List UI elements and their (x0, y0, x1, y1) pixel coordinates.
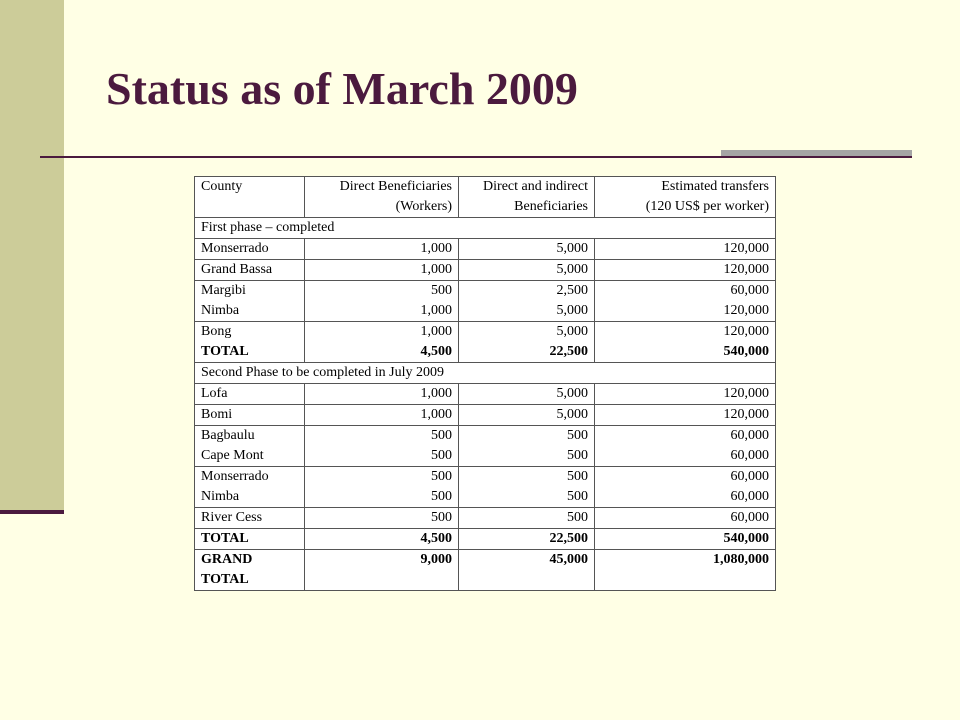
cell-transfers: 120,000 (595, 301, 776, 322)
cell-total-direct: 4,500 (305, 342, 459, 363)
section-label: Second Phase to be completed in July 2009 (195, 363, 776, 384)
cell-total-label: TOTAL (195, 342, 305, 363)
total-row (195, 342, 776, 363)
grand-total-transfers: 1,080,000 (595, 550, 776, 571)
cell-transfers: 60,000 (595, 281, 776, 302)
cell-direct: 1,000 (305, 260, 459, 281)
header-transfers-line1: Estimated transfers (595, 177, 776, 198)
cell-total-transfers: 540,000 (595, 342, 776, 363)
grand-total-indirect: 45,000 (459, 550, 595, 571)
grand-total-row (195, 550, 776, 571)
cell-county: Grand Bassa (195, 260, 305, 281)
cell-indirect: 5,000 (459, 239, 595, 260)
cell-direct: 1,000 (305, 301, 459, 322)
sidebar-bar (0, 0, 64, 512)
status-table-container (194, 176, 776, 591)
cell-indirect: 500 (459, 446, 595, 467)
table-row (195, 260, 776, 281)
cell-county: Bomi (195, 405, 305, 426)
section-row (195, 363, 776, 384)
sidebar-base-line (0, 510, 64, 514)
grand-total-label-2: TOTAL (195, 570, 305, 591)
cell-indirect: 5,000 (459, 384, 595, 405)
cell-direct: 500 (305, 426, 459, 447)
cell-total-indirect: 22,500 (459, 342, 595, 363)
cell-direct: 500 (305, 508, 459, 529)
grand-total-blank (595, 570, 776, 591)
cell-direct: 1,000 (305, 239, 459, 260)
cell-transfers: 120,000 (595, 384, 776, 405)
header-direct-line1: Direct Beneficiaries (305, 177, 459, 198)
cell-indirect: 5,000 (459, 322, 595, 343)
table-header-row (195, 177, 776, 198)
status-table (194, 176, 776, 591)
cell-county: Bong (195, 322, 305, 343)
grand-total-label-1: GRAND (195, 550, 305, 571)
cell-direct: 500 (305, 281, 459, 302)
cell-total-indirect: 22,500 (459, 529, 595, 550)
table-row (195, 508, 776, 529)
table-row (195, 487, 776, 508)
cell-county: River Cess (195, 508, 305, 529)
cell-indirect: 5,000 (459, 405, 595, 426)
total-row (195, 529, 776, 550)
cell-direct: 500 (305, 487, 459, 508)
table-row (195, 239, 776, 260)
cell-indirect: 5,000 (459, 260, 595, 281)
table-row (195, 446, 776, 467)
grand-total-row-2 (195, 570, 776, 591)
table-row (195, 426, 776, 447)
title-rule (40, 156, 912, 158)
cell-transfers: 120,000 (595, 260, 776, 281)
cell-indirect: 500 (459, 487, 595, 508)
grand-total-blank (459, 570, 595, 591)
cell-transfers: 60,000 (595, 508, 776, 529)
header-indirect-line1: Direct and indirect (459, 177, 595, 198)
grand-total-blank (305, 570, 459, 591)
cell-indirect: 500 (459, 426, 595, 447)
table-row (195, 281, 776, 302)
section-row (195, 218, 776, 239)
cell-transfers: 120,000 (595, 239, 776, 260)
cell-indirect: 5,000 (459, 301, 595, 322)
table-row (195, 405, 776, 426)
cell-county: Nimba (195, 487, 305, 508)
header-direct-line2: (Workers) (305, 197, 459, 218)
grand-total-direct: 9,000 (305, 550, 459, 571)
cell-direct: 1,000 (305, 322, 459, 343)
cell-county: Nimba (195, 301, 305, 322)
header-transfers-line2: (120 US$ per worker) (595, 197, 776, 218)
cell-direct: 500 (305, 446, 459, 467)
cell-indirect: 2,500 (459, 281, 595, 302)
cell-transfers: 60,000 (595, 446, 776, 467)
table-header-row-2 (195, 197, 776, 218)
table-row (195, 301, 776, 322)
cell-transfers: 60,000 (595, 467, 776, 488)
cell-total-label: TOTAL (195, 529, 305, 550)
cell-county: Monserrado (195, 239, 305, 260)
cell-county: Lofa (195, 384, 305, 405)
cell-indirect: 500 (459, 467, 595, 488)
cell-direct: 1,000 (305, 405, 459, 426)
table-row (195, 384, 776, 405)
cell-total-transfers: 540,000 (595, 529, 776, 550)
slide-title: Status as of March 2009 (106, 63, 578, 114)
cell-county: Margibi (195, 281, 305, 302)
cell-county: Monserrado (195, 467, 305, 488)
cell-indirect: 500 (459, 508, 595, 529)
cell-transfers: 120,000 (595, 322, 776, 343)
table-row (195, 467, 776, 488)
header-county: County (195, 177, 305, 198)
table-row (195, 322, 776, 343)
cell-transfers: 60,000 (595, 426, 776, 447)
cell-county: Bagbaulu (195, 426, 305, 447)
cell-total-direct: 4,500 (305, 529, 459, 550)
cell-direct: 500 (305, 467, 459, 488)
cell-transfers: 60,000 (595, 487, 776, 508)
header-blank (195, 197, 305, 218)
cell-transfers: 120,000 (595, 405, 776, 426)
cell-direct: 1,000 (305, 384, 459, 405)
cell-county: Cape Mont (195, 446, 305, 467)
header-indirect-line2: Beneficiaries (459, 197, 595, 218)
section-label: First phase – completed (195, 218, 776, 239)
